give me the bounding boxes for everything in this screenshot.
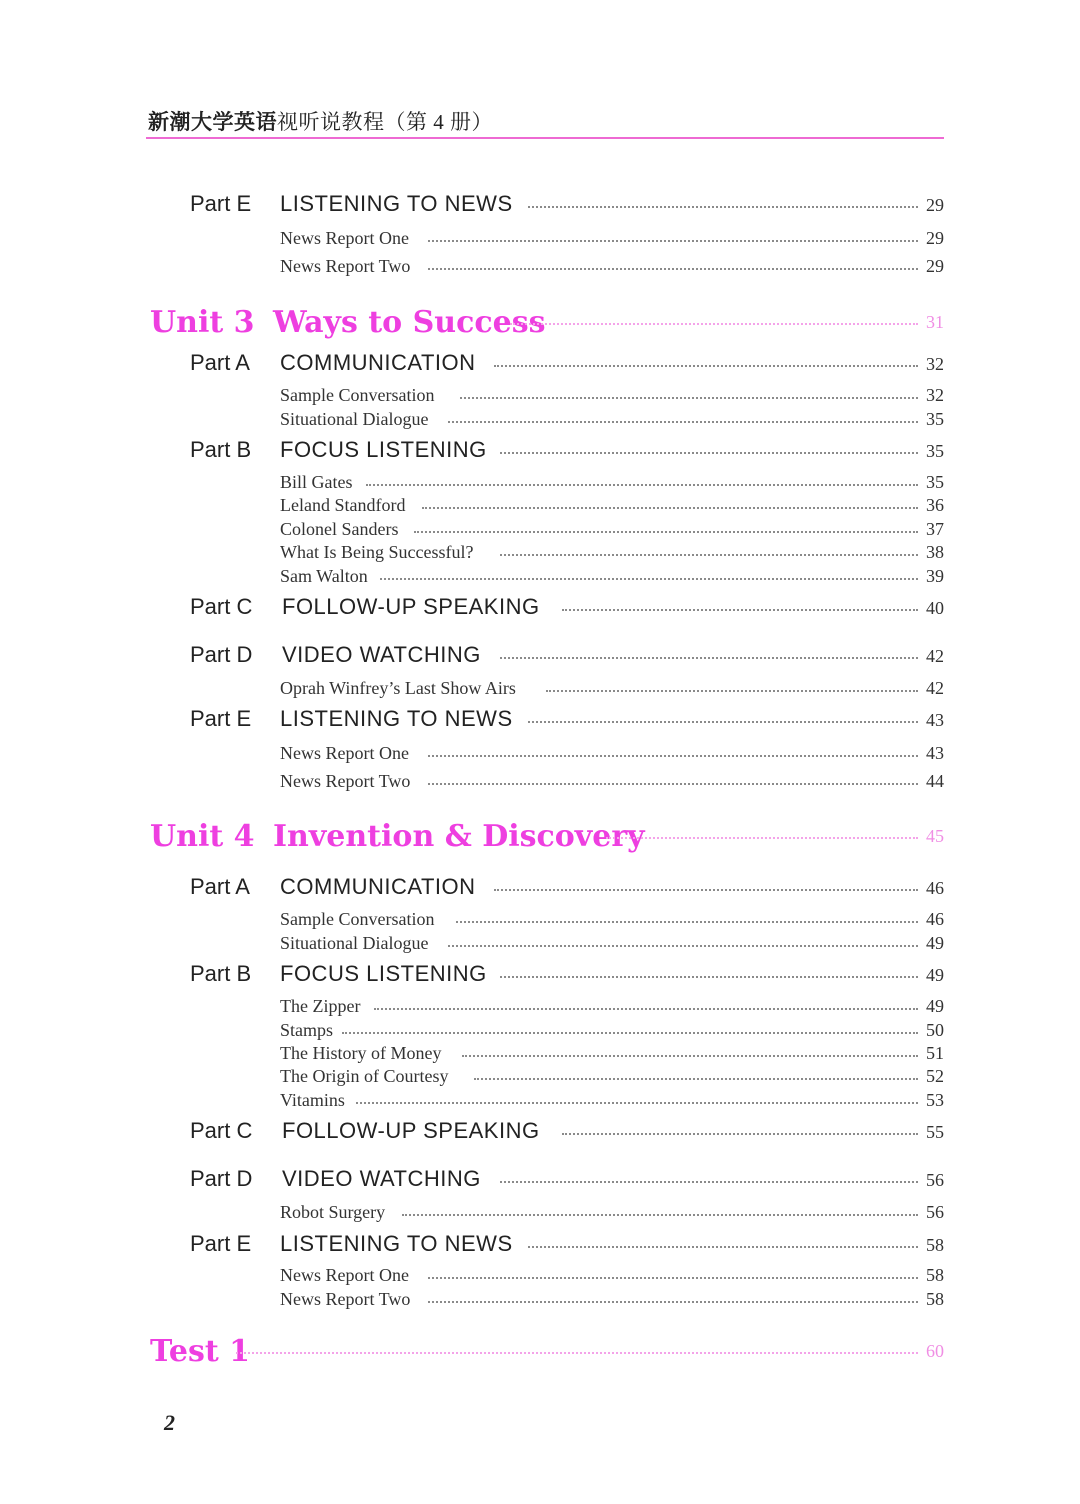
leader-dots: [236, 1352, 918, 1354]
item-title: News Report One: [280, 743, 409, 763]
part-label: Part A: [190, 874, 250, 899]
page-number: 43: [926, 710, 944, 730]
leader-dots: [414, 531, 918, 533]
part-title: COMMUNICATION: [280, 874, 476, 899]
toc-part-row[interactable]: [0, 644, 1080, 674]
item-title: Sam Walton: [280, 566, 368, 586]
leader-dots: [546, 690, 918, 692]
leader-dots: [374, 1008, 918, 1010]
part-title: LISTENING TO NEWS: [280, 1231, 513, 1256]
toc-item-row[interactable]: [0, 934, 1080, 964]
toc-part-row[interactable]: [0, 1233, 1080, 1263]
item-title: News Report Two: [280, 771, 411, 791]
page-number: 49: [926, 996, 944, 1016]
page-number: 46: [926, 878, 944, 898]
toc-part-row[interactable]: [0, 596, 1080, 626]
item-title: Vitamins: [280, 1090, 345, 1110]
item-title: Situational Dialogue: [280, 933, 429, 953]
page-number: 52: [926, 1066, 944, 1086]
page-number: 44: [926, 771, 944, 791]
page-number: 46: [926, 909, 944, 929]
leader-dots: [528, 1246, 918, 1248]
item-title: Bill Gates: [280, 472, 353, 492]
part-title: FOLLOW-UP SPEAKING: [282, 594, 540, 619]
toc-part-row[interactable]: [0, 963, 1080, 993]
page-number: 32: [926, 354, 944, 374]
leader-dots: [462, 1055, 918, 1057]
leader-dots: [494, 365, 918, 367]
leader-dots: [448, 421, 918, 423]
part-label: Part E: [190, 1231, 252, 1256]
toc-part-row[interactable]: [0, 1120, 1080, 1150]
toc-item-row[interactable]: [0, 410, 1080, 440]
leader-dots: [494, 889, 918, 891]
toc-unit-row[interactable]: [0, 305, 1080, 340]
part-label: Part C: [190, 594, 253, 619]
item-title: News Report Two: [280, 1289, 411, 1309]
leader-dots: [422, 507, 918, 509]
header-book-title: 新潮大学英语: [148, 110, 277, 134]
page-number: 58: [926, 1235, 944, 1255]
item-title: Situational Dialogue: [280, 409, 429, 429]
toc-item-row[interactable]: [0, 744, 1080, 774]
page-number: 31: [926, 312, 944, 332]
toc-item-row[interactable]: [0, 1290, 1080, 1320]
page-number: 32: [926, 385, 944, 405]
item-title: News Report One: [280, 1265, 409, 1285]
item-title: Sample Conversation: [280, 385, 435, 405]
page-number: 60: [926, 1341, 944, 1361]
leader-dots: [428, 240, 918, 242]
page-number: 35: [926, 441, 944, 461]
toc-part-row[interactable]: [0, 1168, 1080, 1198]
part-label: Part E: [190, 706, 252, 731]
item-title: News Report One: [280, 228, 409, 248]
part-title: LISTENING TO NEWS: [280, 191, 513, 216]
toc-item-row[interactable]: [0, 772, 1080, 802]
part-label: Part B: [190, 437, 252, 462]
leader-dots: [366, 484, 918, 486]
item-title: Robot Surgery: [280, 1202, 386, 1222]
leader-dots: [500, 976, 918, 978]
leader-dots: [528, 206, 918, 208]
item-title: News Report Two: [280, 256, 411, 276]
leader-dots: [460, 397, 918, 399]
item-title: Oprah Winfrey’s Last Show Airs: [280, 678, 516, 698]
leader-dots: [562, 609, 918, 611]
header-rule: [146, 137, 944, 139]
leader-dots: [380, 578, 918, 580]
part-label: Part C: [190, 1118, 253, 1143]
toc-test-row[interactable]: [0, 1334, 1080, 1369]
page-number: 29: [926, 195, 944, 215]
leader-dots: [500, 1181, 918, 1183]
page-number: 39: [926, 566, 944, 586]
page-number: 43: [926, 743, 944, 763]
page-number: 42: [926, 678, 944, 698]
leader-dots: [528, 721, 918, 723]
header-book-subtitle: 视听说教程（第 4 册）: [277, 110, 493, 134]
part-title: VIDEO WATCHING: [282, 642, 481, 667]
leader-dots: [500, 554, 918, 556]
page-number: 29: [926, 228, 944, 248]
leader-dots: [510, 323, 918, 325]
toc-item-row[interactable]: [0, 229, 1080, 259]
page-number: 40: [926, 598, 944, 618]
toc-item-row[interactable]: [0, 567, 1080, 597]
leader-dots: [428, 783, 918, 785]
item-title: The History of Money: [280, 1043, 442, 1063]
leader-dots: [428, 1277, 918, 1279]
item-title: Leland Standford: [280, 495, 406, 515]
toc-item-row[interactable]: [0, 1091, 1080, 1121]
page-number: 53: [926, 1090, 944, 1110]
page-number: 45: [926, 826, 944, 846]
part-title: COMMUNICATION: [280, 350, 476, 375]
item-title: The Zipper: [280, 996, 361, 1016]
toc-part-row[interactable]: [0, 193, 1080, 223]
leader-dots: [500, 452, 918, 454]
toc-unit-row[interactable]: [0, 819, 1080, 854]
running-header: [148, 106, 493, 136]
item-title: Stamps: [280, 1020, 334, 1040]
page-number: 56: [926, 1170, 944, 1190]
unit-number: Unit 4: [150, 819, 255, 854]
unit-title: Invention & Discovery: [273, 819, 645, 854]
part-label: Part D: [190, 1166, 253, 1191]
leader-dots: [428, 268, 918, 270]
item-title: Colonel Sanders: [280, 519, 399, 539]
leader-dots: [606, 837, 918, 839]
unit-title: Ways to Success: [273, 305, 546, 340]
page-number: 36: [926, 495, 944, 515]
toc-item-row[interactable]: [0, 257, 1080, 287]
part-title: VIDEO WATCHING: [282, 1166, 481, 1191]
unit-number: Unit 3: [150, 305, 255, 340]
leader-dots: [500, 657, 918, 659]
page-number: 49: [926, 965, 944, 985]
part-label: Part B: [190, 961, 252, 986]
toc-item-row[interactable]: [0, 679, 1080, 709]
folio-page-number: 2: [164, 1410, 175, 1435]
part-title: FOLLOW-UP SPEAKING: [282, 1118, 540, 1143]
part-title: FOCUS LISTENING: [280, 961, 487, 986]
item-title: The Origin of Courtesy: [280, 1066, 449, 1086]
part-label: Part A: [190, 350, 250, 375]
leader-dots: [428, 755, 918, 757]
page-number: 35: [926, 409, 944, 429]
leader-dots: [448, 945, 918, 947]
leader-dots: [474, 1078, 918, 1080]
page-number: 51: [926, 1043, 944, 1063]
leader-dots: [562, 1133, 918, 1135]
item-title: What Is Being Successful?: [280, 542, 474, 562]
toc-part-row[interactable]: [0, 876, 1080, 906]
leader-dots: [356, 1102, 918, 1104]
page-number: 58: [926, 1289, 944, 1309]
page-number: 50: [926, 1020, 944, 1040]
page-number: 37: [926, 519, 944, 539]
page-number: 49: [926, 933, 944, 953]
test-title: Test 1: [150, 1334, 251, 1369]
toc-part-row[interactable]: [0, 708, 1080, 738]
page-number: 38: [926, 542, 944, 562]
toc-item-row[interactable]: [0, 1203, 1080, 1233]
page-number: 29: [926, 256, 944, 276]
page-number: 35: [926, 472, 944, 492]
leader-dots: [342, 1032, 918, 1034]
toc-part-row[interactable]: [0, 352, 1080, 382]
part-title: FOCUS LISTENING: [280, 437, 487, 462]
page-number: 58: [926, 1265, 944, 1285]
part-title: LISTENING TO NEWS: [280, 706, 513, 731]
part-label: Part D: [190, 642, 253, 667]
leader-dots: [428, 1301, 918, 1303]
toc-part-row[interactable]: [0, 439, 1080, 469]
page-number: 42: [926, 646, 944, 666]
item-title: Sample Conversation: [280, 909, 435, 929]
leader-dots: [402, 1214, 918, 1216]
leader-dots: [456, 921, 918, 923]
page-number: 56: [926, 1202, 944, 1222]
part-label: Part E: [190, 191, 252, 216]
page-number: 55: [926, 1122, 944, 1142]
